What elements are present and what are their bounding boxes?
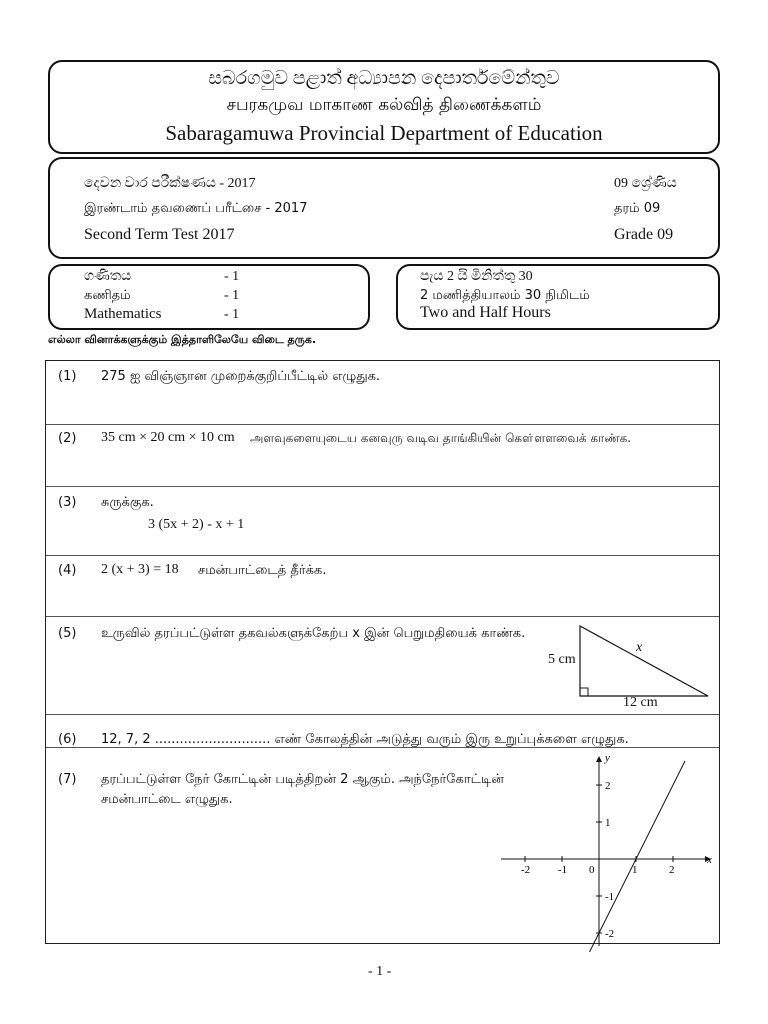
triangle-hypotenuse-label: x (636, 640, 643, 655)
triangle-height-label: 5 cm (548, 652, 576, 667)
subject-english: Mathematics (84, 306, 162, 322)
paper-sinhala: - 1 (224, 269, 240, 284)
question-text: 12, 7, 2 ............................ எண் கோலத்தின் அடுத்து வரும் இரு உறுப்புக்களை எழுதுக. (101, 732, 629, 747)
question-separator (46, 555, 719, 556)
question-number: (5) (58, 626, 77, 641)
question-number: (3) (58, 495, 77, 510)
question-math: 3 (5x + 2) - x + 1 (148, 517, 245, 532)
x-tick-label: 1 (632, 864, 638, 876)
triangle-base-label: 12 cm (623, 695, 658, 710)
question-text: சுருக்குக. (101, 495, 154, 510)
term-tamil: இரண்டாம் தவணைப் பரீட்சை - 2017 (84, 201, 308, 216)
x-tick-label: 2 (669, 864, 675, 876)
subject-box (48, 264, 370, 330)
y-tick-label: -2 (605, 928, 615, 940)
question-number: (4) (58, 563, 77, 578)
question-separator (46, 424, 719, 425)
question-text-line1: தரப்பட்டுள்ள நேர் கோட்டின் படித்திறன் 2 ஆகும். அந்நேர்கோட்டின் (101, 772, 504, 787)
question-separator (46, 486, 719, 487)
y-axis-arrow (596, 756, 602, 762)
x-tick-label: -1 (558, 864, 568, 876)
subject-tamil: கணிதம் (84, 288, 131, 303)
question-text: அளவுகளையுடைய கனவுரு வடிவ தாங்கியின் கௌ்ளளவைக் காண்க. (250, 431, 632, 445)
paper-english: - 1 (224, 307, 240, 322)
duration-box (396, 264, 720, 330)
subject-sinhala: ගණිතය (84, 269, 132, 284)
coordinate-graph (495, 752, 720, 952)
question-number: (2) (58, 431, 77, 446)
x-tick-label: 0 (589, 864, 595, 876)
graph-ticks (521, 780, 675, 940)
y-tick-label: 1 (605, 817, 611, 829)
y-axis-label: y (605, 752, 610, 764)
question-number: (1) (58, 369, 77, 384)
question-math: 2 (x + 3) = 18 (101, 562, 179, 577)
question-text: உருவில் தரப்பட்டுள்ள தகவல்களுக்கேற்ப x இன் பெறுமதியைக் காண்க. (101, 626, 526, 641)
question-text: சமன்பாட்டைத் தீர்க்க. (198, 563, 327, 578)
triangle-shape (580, 626, 708, 696)
x-axis-label: x (707, 854, 712, 866)
y-tick-label: 2 (605, 780, 611, 792)
question-separator (46, 714, 719, 715)
page-number: - 1 - (368, 964, 392, 979)
grade-tamil: தரம் 09 (614, 201, 661, 216)
grade-sinhala: 09 ශ්‍රේණිය (614, 176, 677, 191)
instruction: எல்லா வினாக்களுக்கும் இத்தாளிலேயே விடை தருக. (48, 333, 317, 346)
question-math: 35 cm × 20 cm × 10 cm (101, 430, 235, 445)
right-angle-mark (580, 688, 588, 696)
y-tick-label: -1 (605, 891, 615, 903)
header-tamil: சபரகமுவ மாகாண கல்வித் திணைக்களம் (226, 95, 542, 115)
duration-tamil: 2 மணித்தியாலம் 30 நிமிடம் (420, 288, 590, 303)
term-sinhala: දෙවන වාර පරීක්ෂණය - 2017 (84, 176, 256, 191)
term-english: Second Term Test 2017 (84, 226, 235, 243)
duration-english: Two and Half Hours (420, 304, 551, 321)
duration-sinhala: පැය 2 යි මිනිත්තු 30 (420, 269, 533, 284)
header-english: Sabaragamuwa Provincial Department of Education (165, 121, 603, 145)
question-number: (6) (58, 732, 77, 747)
question-number: (7) (58, 772, 77, 787)
term-box (48, 157, 720, 259)
x-tick-label: -2 (521, 864, 531, 876)
grade-english: Grade 09 (614, 226, 674, 243)
question-text-line2: சமன்பாட்டை எழுதுக. (101, 792, 233, 807)
header-box (48, 60, 720, 154)
question-text: 275 ஐ விஞ்ஞான முறைக்குறிப்பீட்டில் எழுதுக. (101, 369, 381, 384)
paper-tamil: - 1 (224, 288, 240, 303)
question-separator (46, 616, 719, 617)
header-sinhala: සබරගමුව පළාත් අධ්‍යාපන දෙපාර්තමේන්තුව (208, 68, 560, 89)
